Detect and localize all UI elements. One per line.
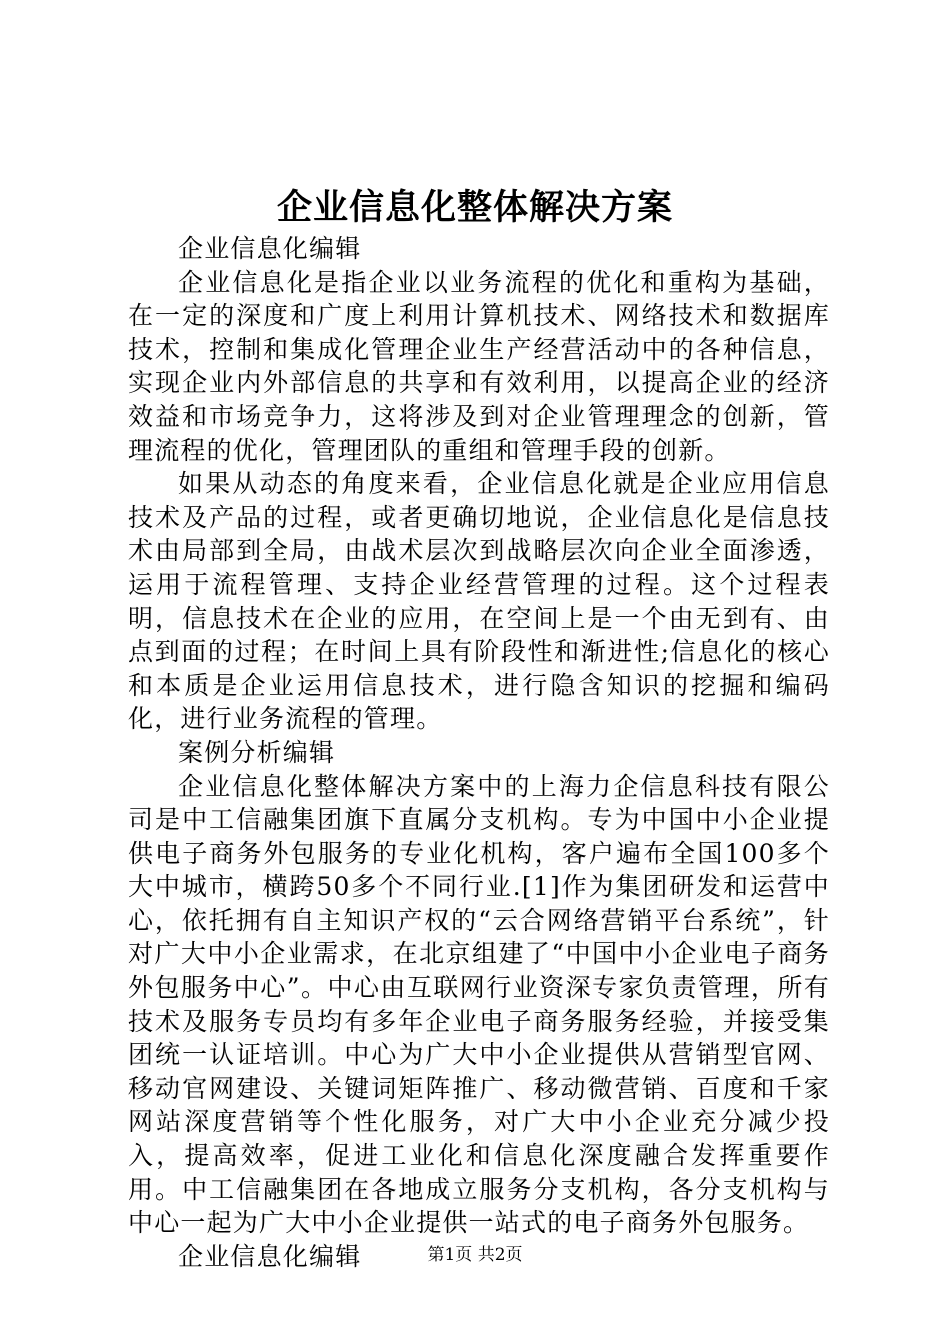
document-title: 企业信息化整体解决方案 bbox=[276, 187, 673, 228]
page-footer: 第1页 共2页 bbox=[427, 1245, 523, 1265]
section-heading: 案例分析编辑 bbox=[178, 737, 336, 767]
section-heading: 企业信息化编辑 bbox=[178, 234, 362, 263]
body-paragraph: 企业信息化是指企业以业务流程的优化和重构为基础，在一定的深度和广度上利用计算机技术、网络技术和数据库技术，控制和集成化管理企业生产经营活动中的各种信息，实现企业内外部信息的共享和有效利用，以提高企业的经济效益和市场竞争力，这将涉及到对企业管理理念的创新，管理流程的优化，管理团队的重组和管理手段的创新。 bbox=[128, 267, 830, 465]
body-paragraph: 企业信息化整体解决方案中的上海力企信息科技有限公司是中工信融集团旗下直属分支机构。专为中国中小企业提供电子商务外包服务的专业化机构，客户遍布全国100多个大中城市，横跨50多个不同行业.[1]作为集团研发和运营中心，依托拥有自主知识产权的“云合网络营销平台系统”，针对广大中小企业需求，在北京组建了“中国中小企业电子商务外包服务中心”。中心由互联网行业资深专家负责管理，所有技术及服务专员均有多年企业电子商务服务经验，并接受集团统一认证培训。中心为广大中小企业提供从营销型官网、移动官网建设、关键词矩阵推广、移动微营销、百度和千家网站深度营销等个性化服务，对广大中小企业充分减少投入，提高效率，促进工业化和信息化深度融合发挥重要作用。中工信融集团在各地成立服务分支机构，各分支机构与中心一起为广大中小企业提供一站式的电子商务外包服务。 bbox=[128, 771, 830, 1238]
document-body bbox=[128, 232, 830, 1273]
body-paragraph: 如果从动态的角度来看，企业信息化就是企业应用信息技术及产品的过程，或者更确切地说，企业信息化是信息技术由局部到全局，由战术层次到战略层次向企业全面渗透，运用于流程管理、支持企业经营管理的过程。这个过程表明，信息技术在企业的应用，在空间上是一个由无到有、由点到面的过程；在时间上具有阶段性和渐进性;信息化的核心和本质是企业运用信息技术，进行隐含知识的挖掘和编码化，进行业务流程的管理。 bbox=[128, 469, 830, 734]
section-heading: 企业信息化编辑 bbox=[178, 1241, 362, 1271]
